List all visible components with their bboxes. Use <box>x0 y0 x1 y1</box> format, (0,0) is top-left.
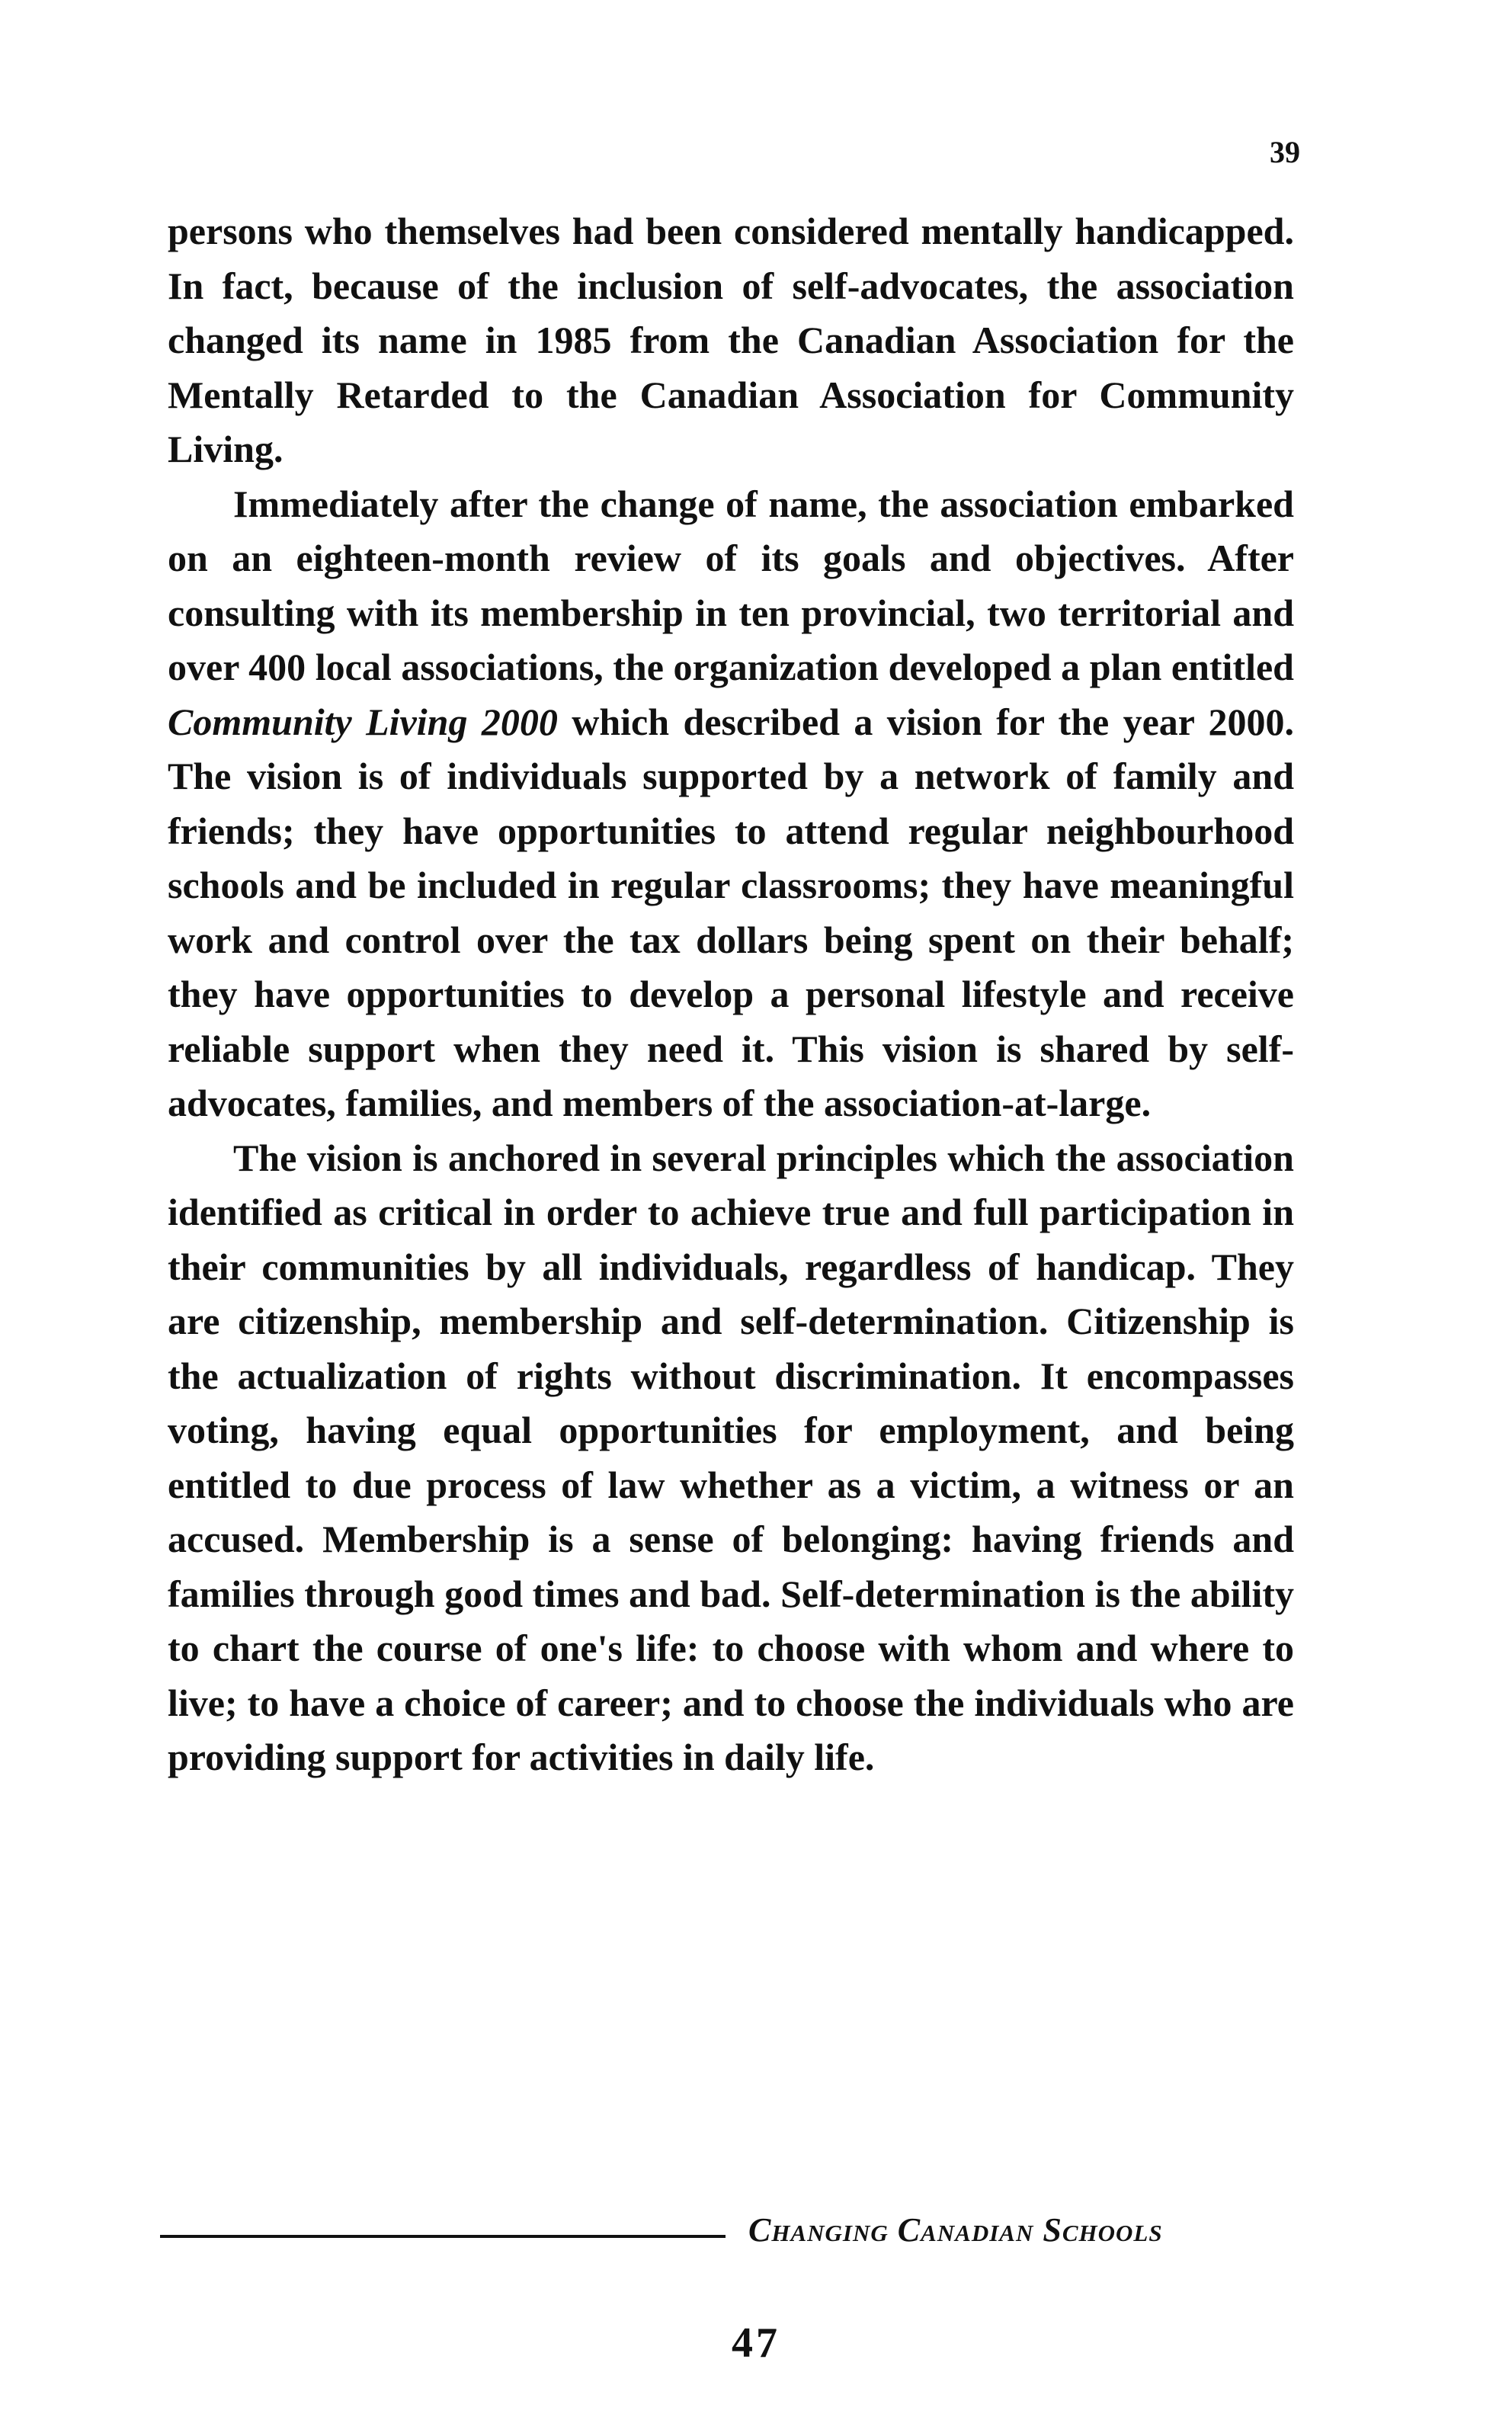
publication-title: Community Living 2000 <box>168 700 558 743</box>
sheet-number: 47 <box>732 2319 780 2367</box>
body-text <box>168 204 1294 1785</box>
paragraph-2-text-end: which described a vision for the year 2000. The vision is of individuals supported by a network of family and friends; they have opportunities to attend regular neighbourhood schools and be included in regular classrooms; they have meaningful work and control over the tax dollars being spent on their behalf; they have opportunities to develop a personal lifestyle and receive reliable support when they need it. This vision is shared by self-advocates, families, and members of the association-at-large. <box>168 700 1294 1124</box>
paragraph-3: The vision is anchored in several principles which the association identified as critical in order to achieve true and full participation in their communities by all individuals, regardless of handicap. They are citizenship, membership and self-determination. Citizenship is the actualization of rights without discrimination. It encompasses voting, having equal opportunities for employment, and being entitled to due process of law whether as a victim, a witness or an accused. Membership is a sense of belonging: having friends and families through good times and bad. Self-determination is the ability to chart the course of one's life: to choose with whom and where to live; to have a choice of career; and to choose the individuals who are providing support for activities in daily life. <box>168 1136 1294 1778</box>
page-number: 39 <box>1270 135 1300 169</box>
running-footer-title: Changing Canadian Schools <box>748 2211 1163 2249</box>
footer-rule <box>160 2235 726 2238</box>
paragraph-2 <box>168 477 1294 1131</box>
paragraph-1: persons who themselves had been considered mentally handicapped. In fact, because of the inclusion of self-advocates, the association changed its name in 1985 from the Canadian Association for the Mentally Retarded to the Canadian Association for Community Living. <box>168 210 1294 470</box>
paragraph-2-text-start: Immediately after the change of name, the association embarked on an eighteen-month review of its goals and objectives. After consulting with its membership in ten provincial, two territorial and over 400 local associations, the organization developed a plan entitled <box>168 482 1294 688</box>
